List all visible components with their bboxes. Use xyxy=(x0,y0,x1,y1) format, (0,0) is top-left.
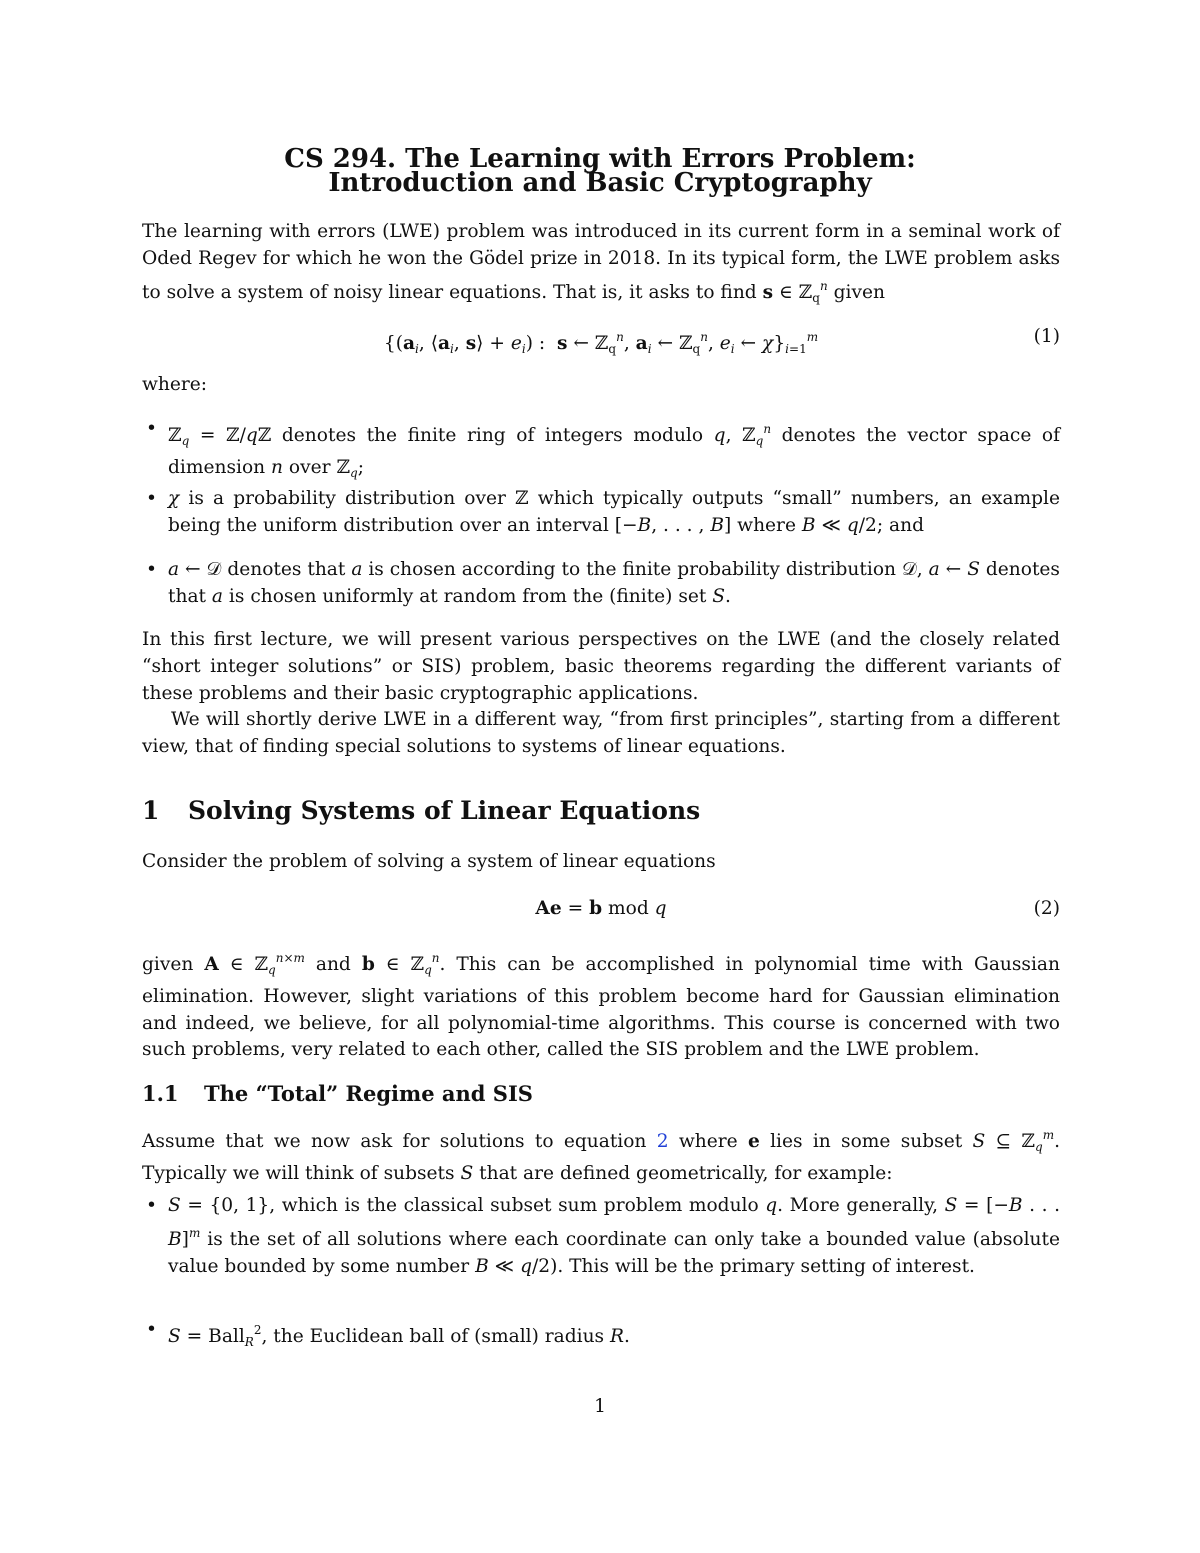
where-label: where: xyxy=(142,374,208,395)
list-item: • S = {0, 1}, which is the classical subset sum problem modulo q. More generally, S = [−B . . . B]$^m$ is the set of all solutions where each coordinate can only take a bounded value (absolute value bounded by some number B ≪ q/2). This will be the primary setting of interest. xyxy=(146,1195,1061,1277)
title-line-1: CS 294. The Learning with Errors Problem: xyxy=(284,144,916,174)
section-1-intro: Consider the problem of solving a system of linear equations xyxy=(142,851,716,872)
intro-paragraph: The learning with errors (LWE) problem was introduced in its current form in a seminal work of Oded Regev for which he won the Gödel prize in 2018. In its typical form, the LWE problem asks to solve a system of noisy linear equations. That is, it asks to find s ∈ ℤ$_q^n$ given xyxy=(142,221,1060,305)
section-1-heading: 1 Solving Systems of Linear Equations xyxy=(142,796,701,825)
section-1-1-paragraph: Assume that we now ask for solutions to equation 2 where e lies in some subset S ⊆ ℤ$_q^m$. Typically we will think of subsets S that are defined geometrically, for example: xyxy=(142,1128,1060,1184)
equation-2: Ae = b mod q (2) xyxy=(142,894,1060,924)
first-principles-paragraph: We will shortly derive LWE in a different way, “from first principles”, starting from a different view, that of finding special solutions to systems of linear equations. xyxy=(142,709,1060,757)
list-item: • ℤ$_q$ = ℤ/qℤ denotes the finite ring of integers modulo q, ℤ$_q^n$ denotes the vector space of dimension n over ℤ$_q$; xyxy=(146,418,1060,480)
list-item: • S = Ball$_R^2$, the Euclidean ball of (small) radius R. xyxy=(146,1319,630,1349)
lecture-overview-paragraph: In this first lecture, we will present various perspectives on the LWE (and the closely related “short integer solutions” or SIS) problem, basic theorems regarding the different variants of these problems and their basic cryptographic applications. xyxy=(142,629,1060,704)
list-item: • a ← 𝒟 denotes that a is chosen according to the finite probability distribution 𝒟, a ← S denotes that a is chosen uniformly at random from the (finite) set S. xyxy=(146,559,1060,607)
equation-1-number: (1) xyxy=(1033,326,1060,347)
equation-2-number: (2) xyxy=(1033,898,1060,919)
section-1-1-heading: 1.1 The “Total” Regime and SIS xyxy=(142,1081,533,1106)
title-line-2: Introduction and Basic Cryptography xyxy=(328,168,872,198)
page-number: 1 xyxy=(594,1396,606,1417)
equation-2-reference-link[interactable]: 2 xyxy=(656,1131,669,1152)
section-1-paragraph: given A ∈ ℤ$_q^{n\times m}$ and b ∈ ℤ$_q^n$. This can be accomplished in polynomial time with Gaussian elimination. However, slight variations of this problem become hard for Gaussian elimination and indeed, we believe, for all polynomial-time algorithms. This course is concerned with two such problems, very related to each other, called the SIS problem and the LWE problem. xyxy=(142,951,1060,1061)
list-item: • χ is a probability distribution over ℤ which typically outputs “small” numbers, an example being the uniform distribution over an interval [−B, . . . , B] where B ≪ q/2; and xyxy=(146,488,1061,536)
equation-1: {($a_i$, $⟨a_i$, s⟩ + $e_i$) : s ← ℤ$_q^n$, $a_i$ ← ℤ$_q^n$, $e_i$ ← $\chi\}_{i=1}^m$ (1) xyxy=(142,322,1060,364)
